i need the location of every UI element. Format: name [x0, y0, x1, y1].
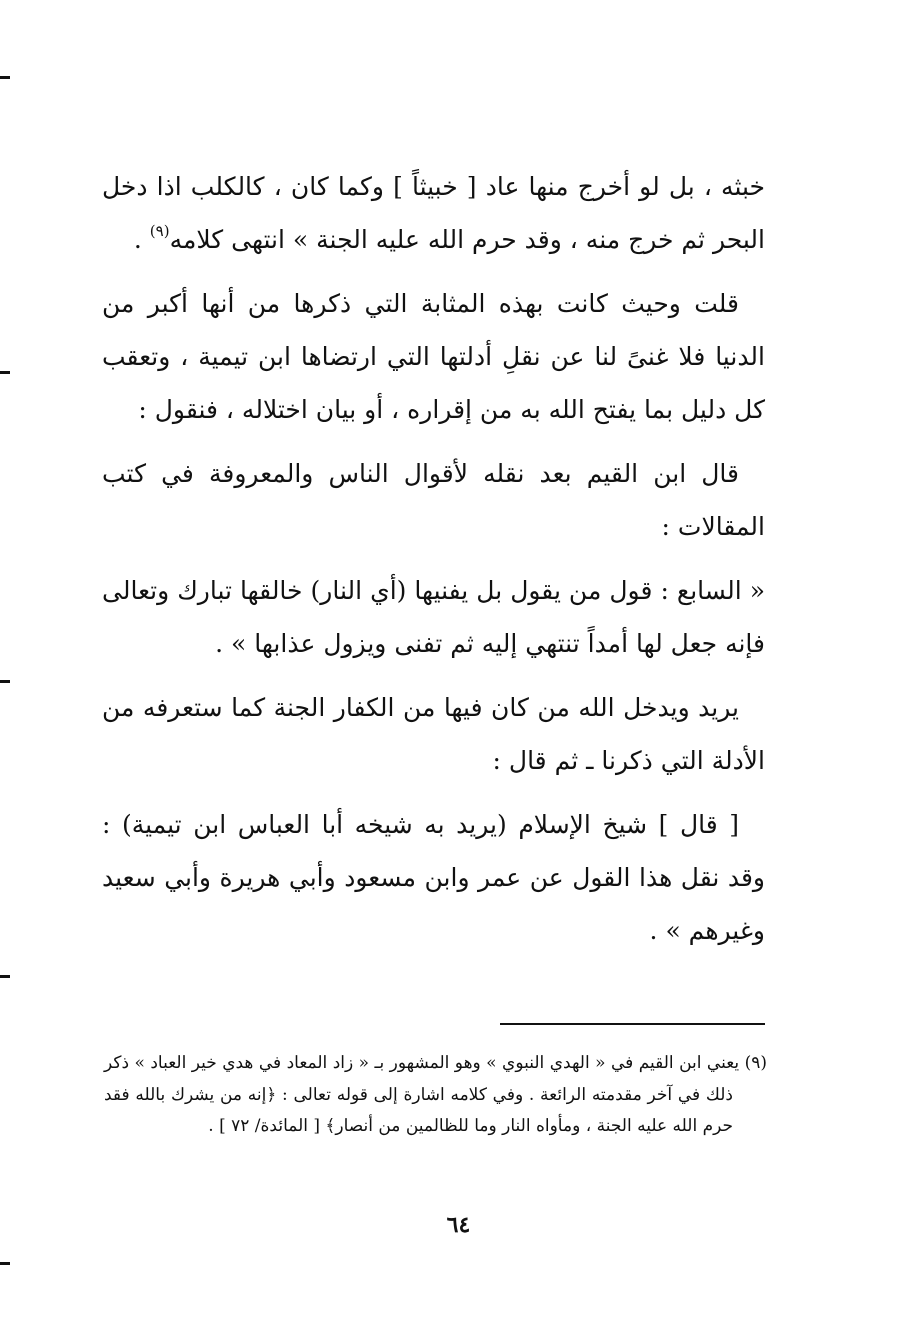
paragraph [102, 160, 765, 266]
page-edge-mark [0, 76, 10, 79]
footnote-reference: (٩) [149, 222, 170, 240]
page-edge-mark [0, 975, 10, 978]
paragraph-text: خبثه ، بل لو أخرج منها عاد [ خبيثاً ] وكما كان ، كالكلب اذا دخل البحر ثم خرج منه ، وقد حرم الله عليه الجنة » انتهى كلامه [102, 172, 765, 254]
paragraph: قال ابن القيم بعد نقله لأقوال الناس والمعروفة في كتب المقالات : [102, 459, 765, 541]
footnote: (٩) يعني ابن القيم في « الهدي النبوي » وهو المشهور بـ « زاد المعاد في هدي خير العباد » ذكر ذلك في آخر مقدمته الرائعة . وفي كلامه اشارة إلى قوله تعالى : ﴿إنه من يشرك بالله فقد حرم الله عليه الجنة ، ومأواه النار وما للظالمين من أنصار﴾ [ المائدة/ ٧٢ ] . [104, 1053, 767, 1136]
paragraph: [ قال ] شيخ الإسلام (يريد به شيخه أبا العباس ابن تيمية) : وقد نقل هذا القول عن عمر وابن مسعود وأبي هريرة وأبي سعيد وغيرهم » . [102, 810, 765, 945]
page-edge-mark [0, 1262, 10, 1265]
page-edge-mark [0, 680, 10, 683]
page-number: ٦٤ [446, 1212, 471, 1238]
footnote-divider [500, 1023, 765, 1025]
page-edge-mark [0, 371, 10, 374]
quote-paragraph: « السابع : قول من يقول بل يفنيها (أي النار) خالقها تبارك وتعالى فإنه جعل لها أمداً تنتهي إليه ثم تفنى ويزول عذابها » . [102, 576, 765, 658]
paragraph-end: . [133, 225, 150, 254]
footnotes-section [104, 1048, 767, 1143]
main-text [102, 160, 765, 957]
paragraph: قلت وحيث كانت بهذه المثابة التي ذكرها من أنها أكبر من الدنيا فلا غنىً لنا عن نقلِ أدلتها التي ارتضاها ابن تيمية ، وتعقب كل دليل بما يفتح الله به من إقراره ، أو بيان اختلاله ، فنقول : [102, 289, 765, 424]
paragraph: يريد ويدخل الله من كان فيها من الكفار الجنة كما ستعرفه من الأدلة التي ذكرنا ـ ثم قال : [102, 693, 765, 775]
